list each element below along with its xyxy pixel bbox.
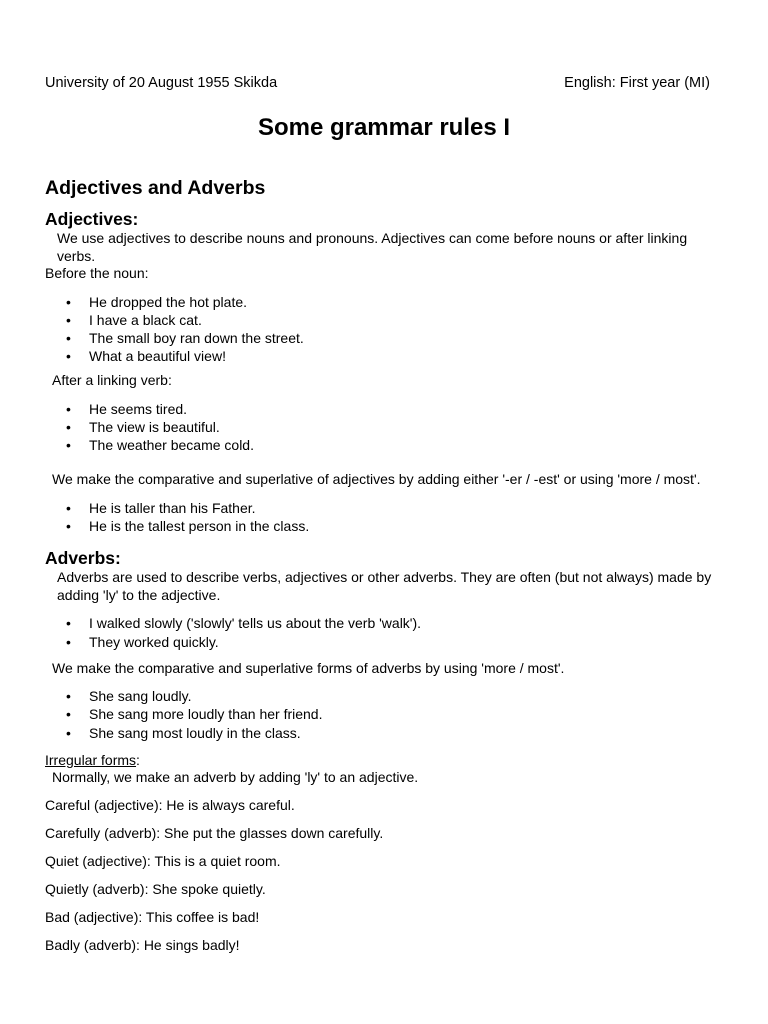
list-item: • She sang more loudly than her friend. [66, 706, 323, 723]
example-line: Careful (adjective): He is always careful. [45, 796, 295, 813]
list-item: • The small boy ran down the street. [66, 329, 304, 346]
list-item: • He is taller than his Father. [66, 499, 256, 516]
list-item: • The weather became cold. [66, 437, 254, 454]
bullet-icon: • [66, 633, 71, 650]
page-header [45, 75, 710, 91]
list-item: • What a beautiful view! [66, 348, 226, 365]
adjectives-heading: Adjectives: [45, 209, 139, 229]
bullet-icon: • [66, 724, 71, 741]
after-verb-list [45, 400, 725, 455]
list-item: • He seems tired. [66, 400, 188, 417]
document-body [45, 176, 725, 954]
section-heading: Adjectives and Adverbs [45, 177, 266, 199]
list-item: • I have a black cat. [66, 311, 202, 328]
bullet-icon: • [66, 518, 71, 535]
list-item: • The view is beautiful. [66, 419, 220, 436]
adverb-comparative-text: We make the comparative and superlative forms of adverbs by using 'more / most'. [52, 659, 565, 676]
example-line: Badly (adverb): He sings badly! [45, 936, 240, 953]
bullet-icon: • [66, 293, 71, 310]
course-label: English: First year (MI) [564, 75, 710, 91]
example-line: Carefully (adverb): She put the glasses down carefully. [45, 824, 384, 841]
adverbs-list [45, 614, 725, 650]
list-item: • I walked slowly ('slowly' tells us about the verb 'walk'). [66, 615, 422, 632]
bullet-icon: • [66, 706, 71, 723]
irregular-forms-heading: Irregular forms: [45, 751, 140, 768]
example-line: Bad (adjective): This coffee is bad! [45, 908, 260, 925]
adverb-comparative-list [45, 687, 725, 742]
adjectives-intro: We use adjectives to describe nouns and pronouns. Adjectives can come before nouns or after linking verbs. [57, 230, 688, 264]
adjective-comparative-text: We make the comparative and superlative of adjectives by adding either '-er / -est' or using 'more / most'. [52, 471, 701, 488]
bullet-icon: • [66, 419, 71, 436]
list-item: • He is the tallest person in the class. [66, 518, 310, 535]
adverbs-intro: Adverbs are used to describe verbs, adjectives or other adverbs. They are often (but not always) made by adding 'ly' to the adjective. [57, 569, 712, 603]
bullet-icon: • [66, 615, 71, 632]
bullet-icon: • [66, 348, 71, 365]
irregular-intro: Normally, we make an adverb by adding 'ly' to an adjective. [52, 769, 419, 786]
bullet-icon: • [66, 400, 71, 417]
after-verb-label: After a linking verb: [52, 372, 172, 389]
document-title: Some grammar rules I [257, 114, 511, 141]
list-item: • She sang most loudly in the class. [66, 724, 301, 741]
bullet-icon: • [66, 437, 71, 454]
list-item: • They worked quickly. [66, 633, 219, 650]
example-line: Quiet (adjective): This is a quiet room. [45, 852, 281, 869]
adverbs-heading: Adverbs: [45, 548, 121, 569]
bullet-icon: • [66, 311, 71, 328]
bullet-icon: • [66, 688, 71, 705]
before-noun-label: Before the noun: [45, 265, 149, 281]
bullet-icon: • [66, 329, 71, 346]
list-item: • She sang loudly. [66, 688, 192, 705]
before-noun-list [45, 293, 725, 366]
university-name: University of 20 August 1955 Skikda [45, 75, 278, 91]
adjective-comparative-list [45, 499, 725, 535]
example-line: Quietly (adverb): She spoke quietly. [45, 880, 266, 897]
list-item: • He dropped the hot plate. [66, 293, 248, 310]
bullet-icon: • [66, 499, 71, 516]
